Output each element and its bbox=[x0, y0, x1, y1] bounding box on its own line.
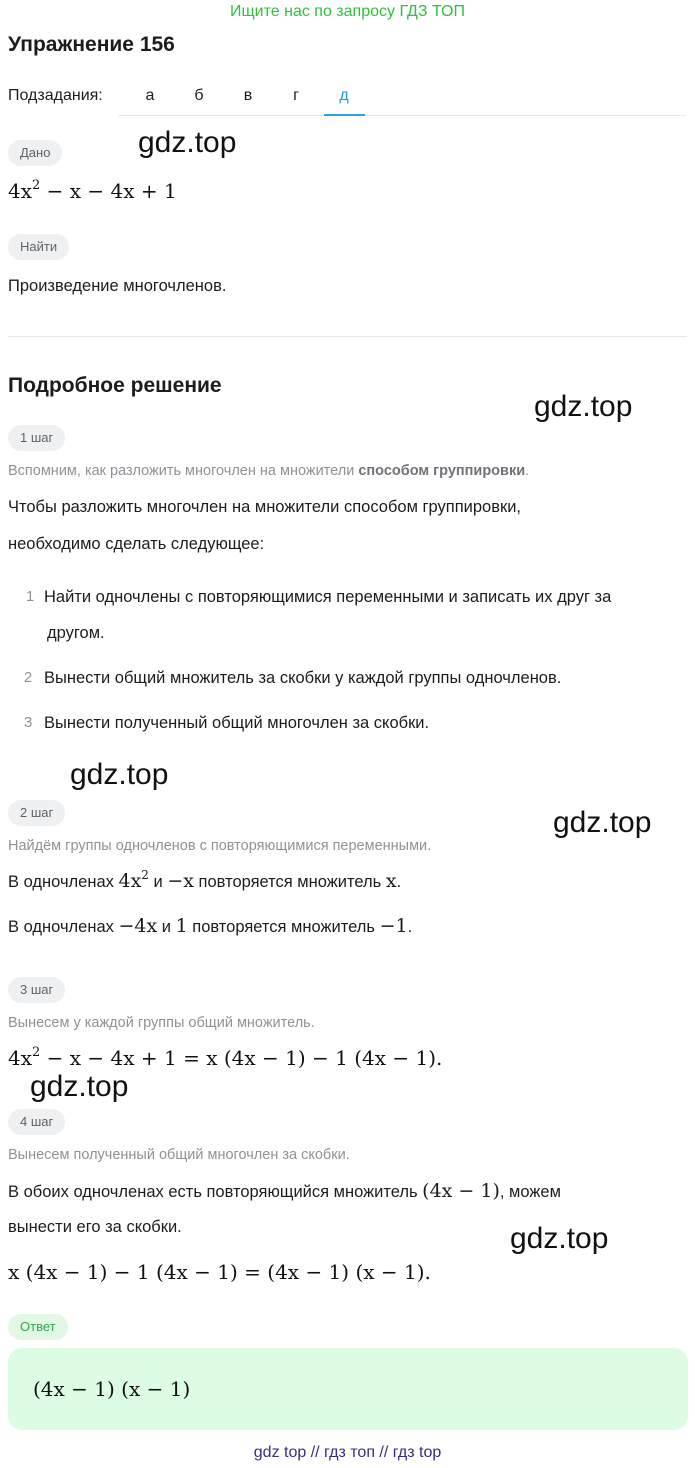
watermark: gdz.top bbox=[70, 758, 169, 791]
find-chip: Найти bbox=[8, 234, 69, 260]
answer-chip: Ответ bbox=[8, 1314, 68, 1340]
step-1-line-2: необходимо сделать следующее: bbox=[8, 535, 265, 553]
given-expression: $4x^2 - x - 4x + 1$ bbox=[8, 178, 177, 203]
active-tab-indicator bbox=[324, 114, 365, 116]
step-4-expression: x (4x − 1) − 1 (4x − 1) = (4x − 1) (x − 1). bbox=[8, 1260, 431, 1284]
section-divider bbox=[8, 336, 687, 337]
watermark: gdz.top bbox=[510, 1222, 609, 1255]
list-number: 1 bbox=[25, 588, 35, 605]
find-text: Произведение многочленов. bbox=[8, 277, 227, 295]
tab-g[interactable]: г bbox=[293, 87, 299, 104]
tab-a[interactable]: а bbox=[145, 87, 155, 104]
step-3-expression: $4x^2 - x - 4x + 1 = x$ (4x − 1) − 1 (4x − 1). bbox=[8, 1045, 443, 1070]
footer-links[interactable]: gdz top // гдз топ // гдз top bbox=[253, 1444, 442, 1461]
tab-d[interactable]: д bbox=[339, 87, 349, 104]
list-number: 3 bbox=[23, 714, 33, 731]
step-1-hint: Вспомним, как разложить многочлен на множители способом группировки. bbox=[8, 463, 530, 479]
step-2-hint: Найдём группы одночленов с повторяющимися переменными. bbox=[8, 838, 432, 854]
step-3-chip: 3 шаг bbox=[8, 977, 65, 1003]
tab-v[interactable]: в bbox=[243, 87, 253, 104]
step-4-line-1: В обоих одночленах есть повторяющийся множитель (4x − 1), можем bbox=[8, 1180, 561, 1202]
tabs-divider bbox=[118, 115, 686, 116]
step-2-line-2: В одночленах −4x и 1 повторяется множитель −1. bbox=[8, 915, 413, 937]
step-3-hint: Вынесем у каждой группы общий множитель. bbox=[8, 1015, 315, 1031]
exercise-title: Упражнение 156 bbox=[8, 33, 175, 56]
step-1-chip: 1 шаг bbox=[8, 425, 65, 451]
list-item-2: Вынести общий множитель за скобки у каждой группы одночленов. bbox=[44, 669, 562, 687]
search-banner: Ищите нас по запросу ГДЗ ТОП bbox=[230, 3, 465, 20]
subtasks-label: Подзадания: bbox=[8, 87, 103, 104]
watermark: gdz.top bbox=[553, 806, 652, 839]
answer-expression: (4x − 1) (x − 1) bbox=[33, 1377, 191, 1401]
watermark: gdz.top bbox=[138, 126, 237, 159]
step-2-line-1: В одночленах $4x^2$ и −x повторяется множитель x. bbox=[8, 868, 402, 892]
list-item-1-line-1: Найти одночлены с повторяющимися переменными и записать их друг за bbox=[44, 588, 612, 606]
step-1-line-1: Чтобы разложить многочлен на множители способом группировки, bbox=[8, 498, 521, 516]
list-item-3: Вынести полученный общий многочлен за скобки. bbox=[44, 714, 430, 732]
step-4-line-2: вынести его за скобки. bbox=[8, 1218, 182, 1236]
given-chip: Дано bbox=[8, 140, 62, 166]
watermark: gdz.top bbox=[30, 1070, 129, 1103]
step-4-hint: Вынесем полученный общий многочлен за скобки. bbox=[8, 1147, 350, 1163]
list-item-1-line-2: другом. bbox=[47, 624, 105, 642]
step-4-chip: 4 шаг bbox=[8, 1109, 65, 1135]
tab-b[interactable]: б bbox=[194, 87, 204, 104]
watermark: gdz.top bbox=[534, 390, 633, 423]
step-2-chip: 2 шаг bbox=[8, 800, 65, 826]
list-number: 2 bbox=[23, 669, 33, 686]
solution-title: Подробное решение bbox=[8, 374, 222, 397]
